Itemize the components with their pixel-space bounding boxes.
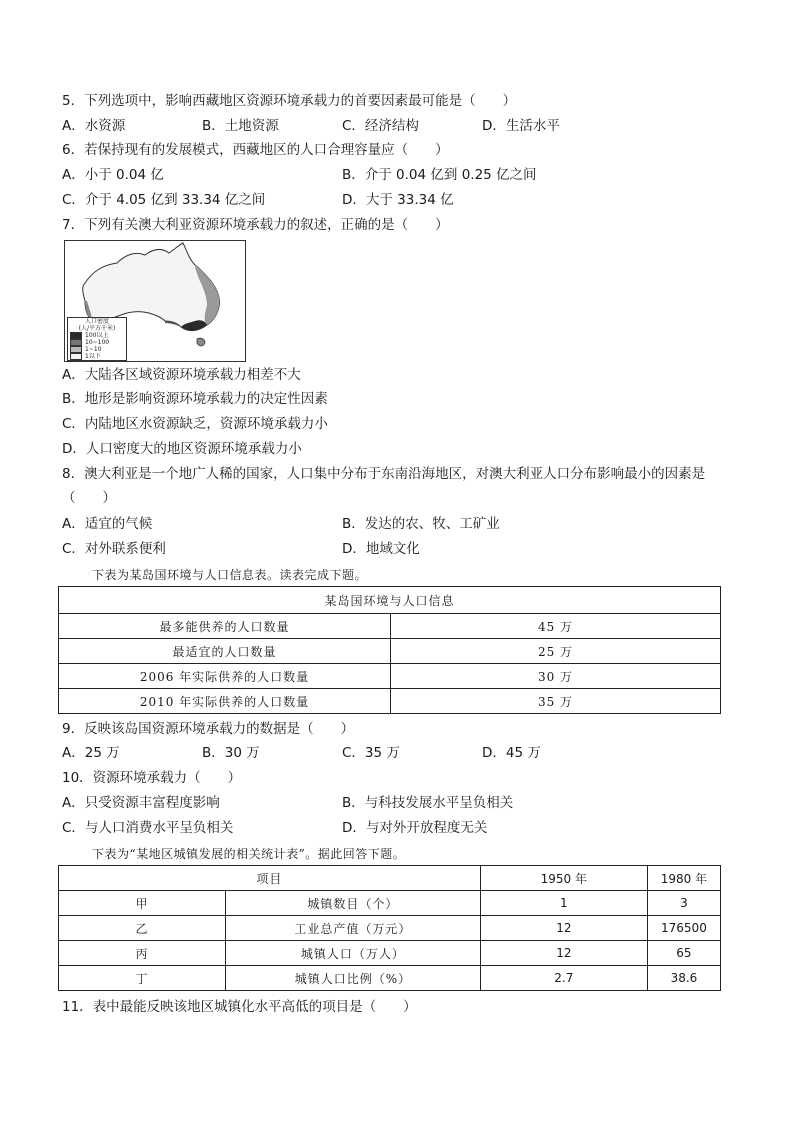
- table1-label: 最多能供养的人口数量: [59, 614, 391, 639]
- legend-label: 1~10: [85, 346, 102, 353]
- table-row: [59, 689, 721, 714]
- table2-header-1980: 1980 年: [647, 866, 720, 891]
- q9-option-c: C．35 万: [342, 745, 400, 761]
- table2-header-item: 项目: [59, 866, 481, 891]
- table-header-row: [59, 866, 721, 891]
- table1-value: 45 万: [391, 614, 721, 639]
- legend-swatch: [70, 332, 82, 339]
- q10-option-a: A．只受资源丰富程度影响: [62, 795, 220, 811]
- q9-option-a: A．25 万: [62, 745, 120, 761]
- q11-stem: 11．表中最能反映该地区城镇化水平高低的项目是（ ）: [62, 999, 417, 1015]
- table2-code: 丁: [59, 966, 226, 991]
- table2-1980: 3: [647, 891, 720, 916]
- legend-title: 人口密度: [84, 318, 109, 325]
- q10-option-d: D．与对外开放程度无关: [342, 820, 488, 836]
- legend-label: 10~100: [85, 339, 110, 346]
- q6-option-d: D．大于 33.34 亿: [342, 192, 454, 208]
- table-row: [59, 941, 721, 966]
- table1-title: 某岛国环境与人口信息: [59, 587, 721, 614]
- q6-option-a: A．小于 0.04 亿: [62, 167, 164, 183]
- table2-1950: 1: [480, 891, 647, 916]
- table1-value: 25 万: [391, 639, 721, 664]
- q9-stem: 9．反映该岛国资源环境承载力的数据是（ ）: [62, 721, 355, 737]
- table-row: [59, 891, 721, 916]
- q10-stem: 10．资源环境承载力（ ）: [62, 770, 242, 786]
- q7-option-b: B．地形是影响资源环境承载力的决定性因素: [62, 391, 328, 407]
- table-row: [59, 966, 721, 991]
- q6-option-c: C．介于 4.05 亿到 33.34 亿之间: [62, 192, 266, 208]
- q9-option-d: D．45 万: [482, 745, 541, 761]
- australia-population-density-map: [64, 240, 246, 362]
- table1-label: 最适宜的人口数量: [59, 639, 391, 664]
- table-row: [59, 639, 721, 664]
- legend-swatch: [70, 339, 82, 346]
- q6-option-b: B．介于 0.04 亿到 0.25 亿之间: [342, 167, 537, 183]
- q9-option-b: B．30 万: [202, 745, 260, 761]
- q5-option-b: B．土地资源: [202, 118, 279, 134]
- q8-option-a: A．适宜的气候: [62, 516, 153, 532]
- legend-swatch: [70, 353, 82, 360]
- legend-row-1: [70, 332, 126, 339]
- legend-row-4: [70, 353, 126, 360]
- q10-option-b: B．与科技发展水平呈负相关: [342, 795, 514, 811]
- q10-option-c: C．与人口消费水平呈负相关: [62, 820, 234, 836]
- q8-option-d: D．地域文化: [342, 541, 420, 557]
- table1-label: 2006 年实际供养的人口数量: [59, 664, 391, 689]
- q5-stem: 5．下列选项中，影响西藏地区资源环境承载力的首要因素最可能是（ ）: [62, 93, 517, 109]
- table2-item: 城镇人口（万人）: [226, 941, 481, 966]
- legend-label: 100以上: [85, 332, 109, 339]
- table2-caption: 下表为“某地区城镇发展的相关统计表”。据此回答下题。: [92, 847, 406, 861]
- legend-label: 1以下: [85, 353, 101, 360]
- q8-option-b: B．发达的农、牧、工矿业: [342, 516, 500, 532]
- q8-stem: 8．澳大利亚是一个地广人稀的国家，人口集中分布于东南沿海地区，对澳大利亚人口分布影响最小的因素是: [62, 466, 706, 482]
- table2-header-1950: 1950 年: [480, 866, 647, 891]
- table2-code: 丙: [59, 941, 226, 966]
- table1-value: 35 万: [391, 689, 721, 714]
- table-row: [59, 614, 721, 639]
- table-row: [59, 664, 721, 689]
- q7-stem: 7．下列有关澳大利亚资源环境承载力的叙述，正确的是（ ）: [62, 217, 449, 233]
- q8-stem-cont: （ ）: [62, 490, 116, 506]
- table2-1950: 12: [480, 941, 647, 966]
- table2-item: 工业总产值（万元）: [226, 916, 481, 941]
- island-info-table: [58, 586, 721, 714]
- legend-unit: (人/平方千米): [78, 325, 116, 332]
- table2-code: 乙: [59, 916, 226, 941]
- table1-label: 2010 年实际供养的人口数量: [59, 689, 391, 714]
- q7-option-a: A．大陆各区域资源环境承载力相差不大: [62, 367, 301, 383]
- table2-item: 城镇人口比例（%）: [226, 966, 481, 991]
- q8-option-c: C．对外联系便利: [62, 541, 166, 557]
- q5-option-c: C．经济结构: [342, 118, 419, 134]
- table2-1950: 12: [480, 916, 647, 941]
- table2-item: 城镇数目（个）: [226, 891, 481, 916]
- q7-option-d: D．人口密度大的地区资源环境承载力小: [62, 441, 302, 457]
- table-row: [59, 916, 721, 941]
- table2-code: 甲: [59, 891, 226, 916]
- legend-row-2: [70, 339, 126, 346]
- q6-stem: 6．若保持现有的发展模式，西藏地区的人口合理容量应（ ）: [62, 142, 449, 158]
- q5-option-a: A．水资源: [62, 118, 126, 134]
- urban-development-table: [58, 865, 721, 991]
- table2-1950: 2.7: [480, 966, 647, 991]
- table2-1980: 38.6: [647, 966, 720, 991]
- q7-option-c: C．内陆地区水资源缺乏，资源环境承载力小: [62, 416, 328, 432]
- q5-option-d: D．生活水平: [482, 118, 560, 134]
- map-legend: [67, 317, 127, 361]
- legend-swatch: [70, 346, 82, 353]
- table2-1980: 176500: [647, 916, 720, 941]
- table1-value: 30 万: [391, 664, 721, 689]
- table2-1980: 65: [647, 941, 720, 966]
- table1-caption: 下表为某岛国环境与人口信息表。读表完成下题。: [92, 568, 368, 582]
- legend-row-3: [70, 346, 126, 353]
